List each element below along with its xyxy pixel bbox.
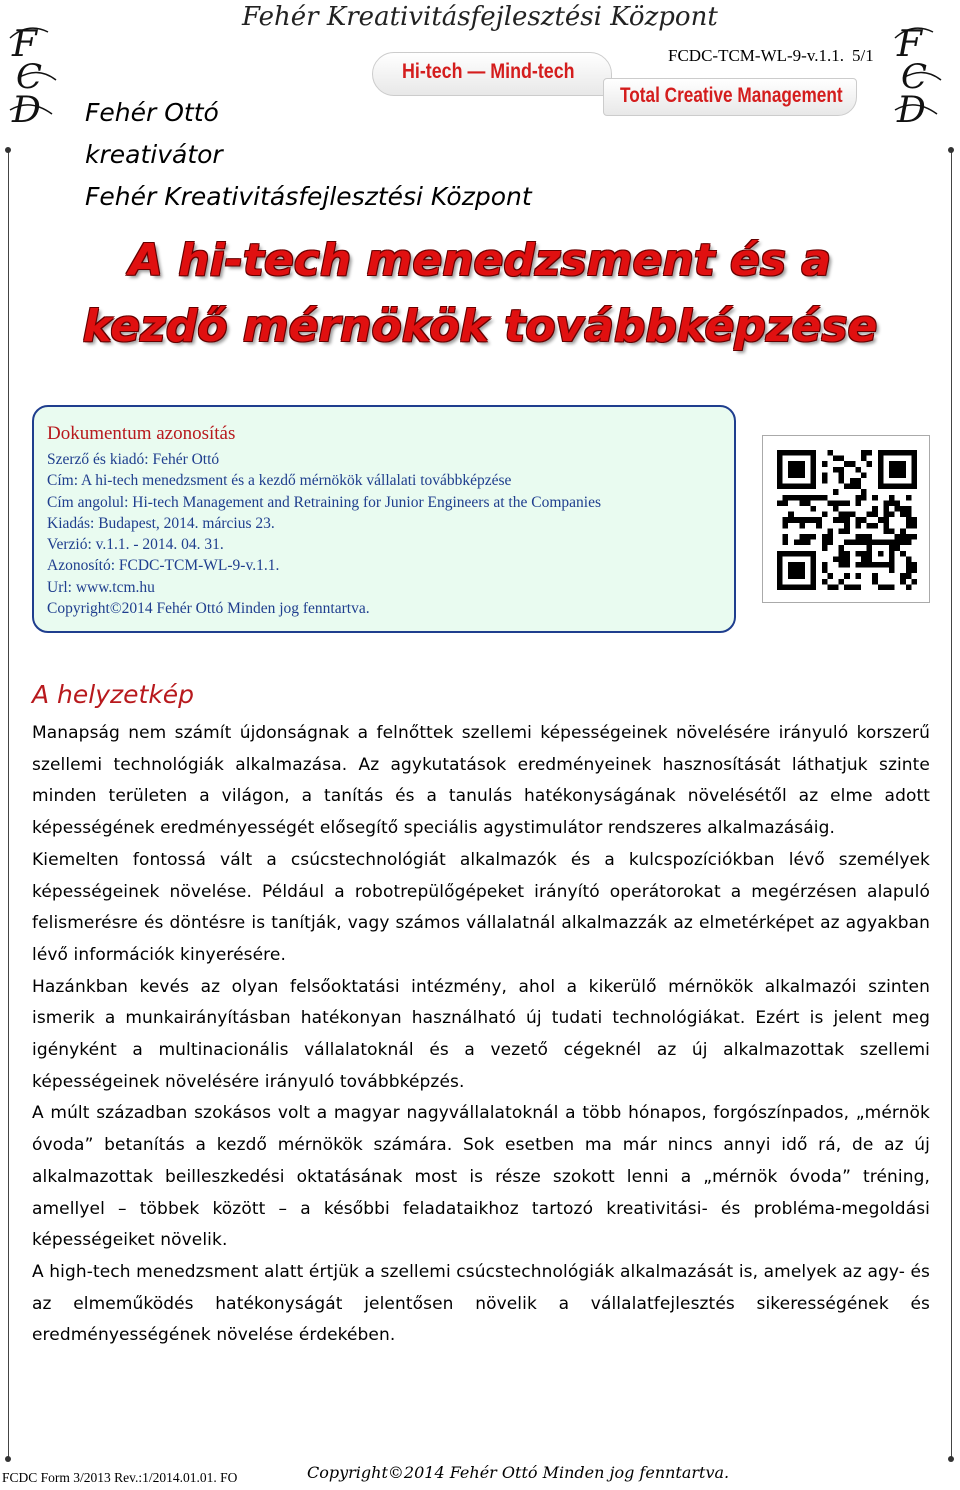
doc-info-edition: Kiadás: Budapest, 2014. március 23.: [47, 514, 275, 532]
frame-dot: [5, 1456, 11, 1462]
author-role: kreativátor: [85, 140, 223, 169]
doc-info-id: Azonosító: FCDC-TCM-WL-9-v.1.1.: [47, 557, 280, 575]
title-line-2: kezdő mérnökök továbbképzése: [82, 301, 878, 352]
fcd-monogram-logo: [8, 18, 68, 128]
qr-code-icon: [777, 450, 917, 590]
author-org: Fehér Kreativitásfejlesztési Központ: [85, 182, 532, 211]
header-title: Fehér Kreativitásfejlesztési Központ: [242, 2, 718, 32]
frame-dot: [5, 147, 11, 153]
tcm-logo-text: Total Creative Management: [620, 84, 843, 107]
author-name: Fehér Ottó: [85, 98, 219, 127]
doc-info-version: Verzió: v.1.1. - 2014. 04. 31.: [47, 536, 224, 554]
frame-dot: [948, 1456, 954, 1462]
paragraph: A múlt században szokásos volt a magyar nagyvállalatoknál a több hónapos, forgószínpados, „mérnök óvoda” betanítás a kezdő mérnökök számára. Sok esetben ma már nincs annyi idő rá, de az új alkalmazottak beilleszkedési oktatásának most is része szokott lenni a „mérnök óvoda” tréning, amellyel – többek között – a későbbi feladataikhoz tartozó kreativitási- és probléma-megoldási képességeiket növelik.: [32, 1103, 930, 1251]
document-info-lines: [47, 449, 601, 619]
footer-copyright: Copyright©2014 Fehér Ottó Minden jog fenntartva.: [307, 1463, 730, 1482]
document-title: [0, 228, 960, 360]
section-heading: A helyzetkép: [32, 680, 195, 709]
paragraph: Hazánkban kevés az olyan felsőoktatási intézmény, ahol a kikerülő mérnökök alkalmazói szinten ismerik a munkairányításban hatékonyan használható új tudati technológiákat. Ezért is jelent meg igényként a multinacionális vállalatoknál és a vezető cégeknél az új alkalmazottak szellemi képességeinek növelésére irányuló továbbképzés.: [32, 976, 930, 1092]
paragraph: A high-tech menedzsment alatt értjük a szellemi csúcstechnológiák alkalmazását is, amelyek az agy- és az elmeműködés hatékonyságát jelentősen növelik a vállalatfejlesztés sikerességének és eredményességének növelése érdekében.: [32, 1261, 930, 1346]
title-line-1: A hi-tech menedzsment és a: [128, 235, 832, 286]
doc-info-title: Cím: A hi-tech menedzsment és a kezdő mérnökök vállalati továbbképzése: [47, 472, 512, 490]
fcd-monogram-logo: [893, 18, 953, 128]
hitech-logo-text: Hi-tech — Mind-tech: [402, 60, 575, 83]
svg-text:F: F: [12, 24, 37, 65]
doc-info-copyright: Copyright©2014 Fehér Ottó Minden jog fenntartva.: [47, 600, 370, 618]
header-doc-id: FCDC-TCM-WL-9-v.1.1.: [668, 46, 844, 65]
paragraph: Kiemelten fontossá vált a csúcstechnológiát alkalmazók és a kulcspozíciókban lévő személyek képességeinek növelése. Például a robotrepülőgépeket irányító operátorokat a megérzésen alapuló felismerésre és döntésre is tanítják, vagy számos vállalatnál alkalmazzák az elmetérképet az agyakban lévő információk kinyerésére.: [32, 849, 930, 965]
doc-info-title-en: Cím angolul: Hi-tech Management and Retraining for Junior Engineers at the Companies: [47, 493, 601, 511]
doc-info-url: Url: www.tcm.hu: [47, 578, 155, 596]
svg-text:D: D: [12, 90, 41, 128]
doc-info-author: Szerző és kiadó: Fehér Ottó: [47, 451, 220, 468]
svg-text:F: F: [897, 24, 922, 65]
footer-form-id: FCDC Form 3/2013 Rev.:1/2014.01.01. FO: [2, 1470, 238, 1485]
document-info-heading: Dokumentum azonosítás: [47, 423, 236, 444]
section-body: [32, 718, 930, 1352]
svg-text:C: C: [16, 57, 43, 97]
frame-dot: [948, 147, 954, 153]
header-page-number: 5/1: [852, 46, 874, 65]
paragraph: Manapság nem számít újdonságnak a felnőttek szellemi képességeinek növelésére irányuló korszerű szellemi technológiák alkalmazása. Az agykutatások eredményeinek hasznosítását láthatjuk szinte minden területen a világon, a tanítás és a tanulás hatékonyságának növelésétől az elme adott képességének eredményességét elősegítő speciális agystimulátor rendszeres alkalmazásáig.: [32, 723, 930, 839]
author-block: [85, 92, 532, 218]
svg-text:D: D: [897, 90, 926, 128]
svg-text:C: C: [901, 57, 928, 97]
qr-code: [762, 435, 930, 603]
